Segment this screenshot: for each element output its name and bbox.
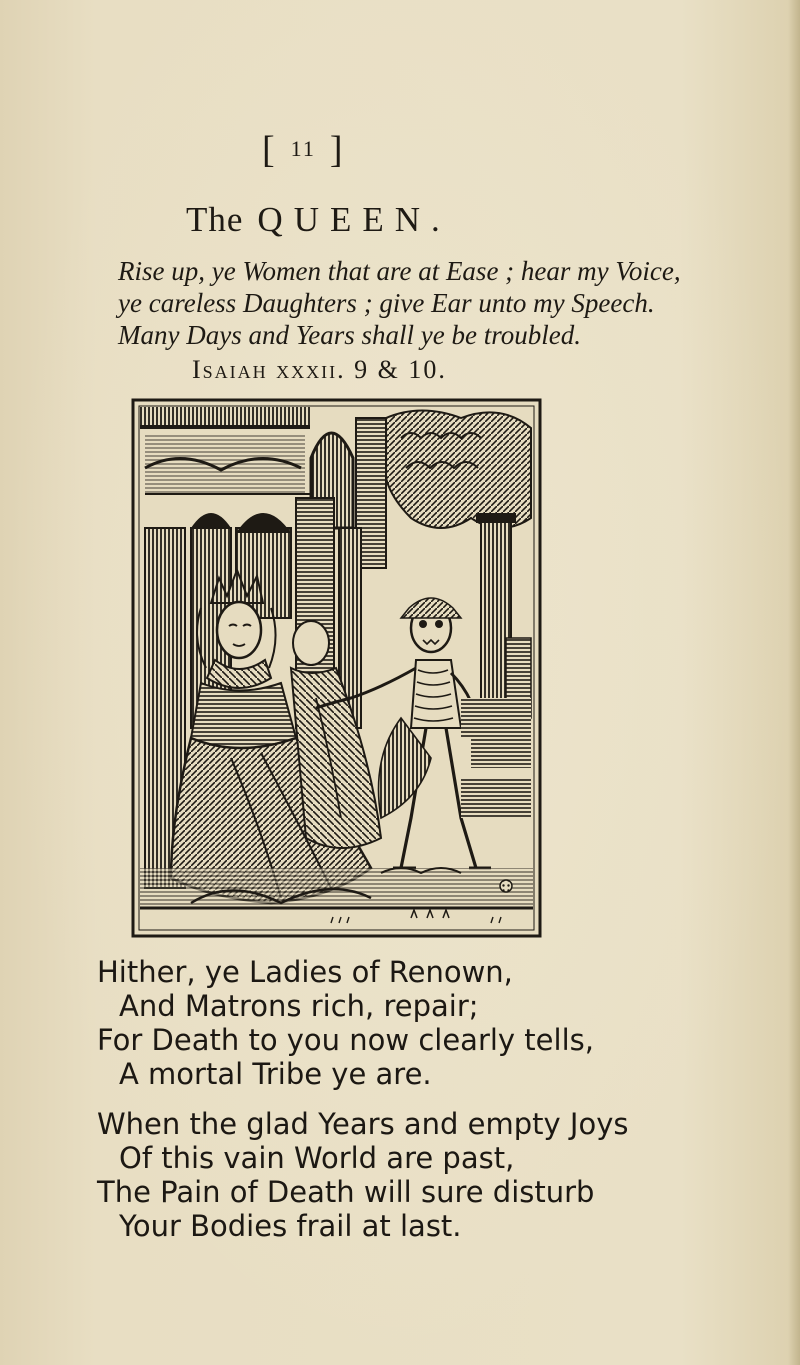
title-prefix: The [186, 200, 244, 239]
verse-stanza-1 [97, 955, 737, 1091]
page-edge-shadow [788, 0, 800, 1365]
epigraph-line-2: ye careless Daughters ; give Ear unto my Speech. [118, 288, 655, 318]
page-number-close-bracket: ] [329, 129, 345, 171]
epigraph-citation: Isaiah xxxii. 9 & 10. [192, 355, 447, 384]
verse-line: Of this vain World are past, [119, 1141, 515, 1175]
page-title [186, 200, 451, 240]
epigraph-line-3: Many Days and Years shall ye be troubled. [118, 320, 581, 350]
verse-line: A mortal Tribe ye are. [119, 1057, 432, 1091]
title-subject: QUEEN. [257, 200, 451, 239]
verse-line: And Matrons rich, repair; [119, 989, 479, 1023]
verse-line: Your Bodies frail at last. [119, 1209, 462, 1243]
verse-line: For Death to you now clearly tells, [97, 1023, 594, 1057]
woodcut-illustration-icon [131, 398, 542, 938]
verse-line: When the glad Years and empty Joys [97, 1107, 629, 1141]
epigraph-line-1: Rise up, ye Women that are at Ease ; hear my Voice, [118, 256, 681, 286]
verse-line: Hither, ye Ladies of Renown, [97, 955, 513, 989]
verse-line: The Pain of Death will sure disturb [97, 1175, 595, 1209]
page-number-value: 11 [290, 136, 316, 161]
verse-stanza-2 [97, 1107, 737, 1243]
epigraph [118, 255, 758, 351]
page-number-open-bracket: [ [262, 129, 277, 171]
page-number [262, 128, 345, 172]
